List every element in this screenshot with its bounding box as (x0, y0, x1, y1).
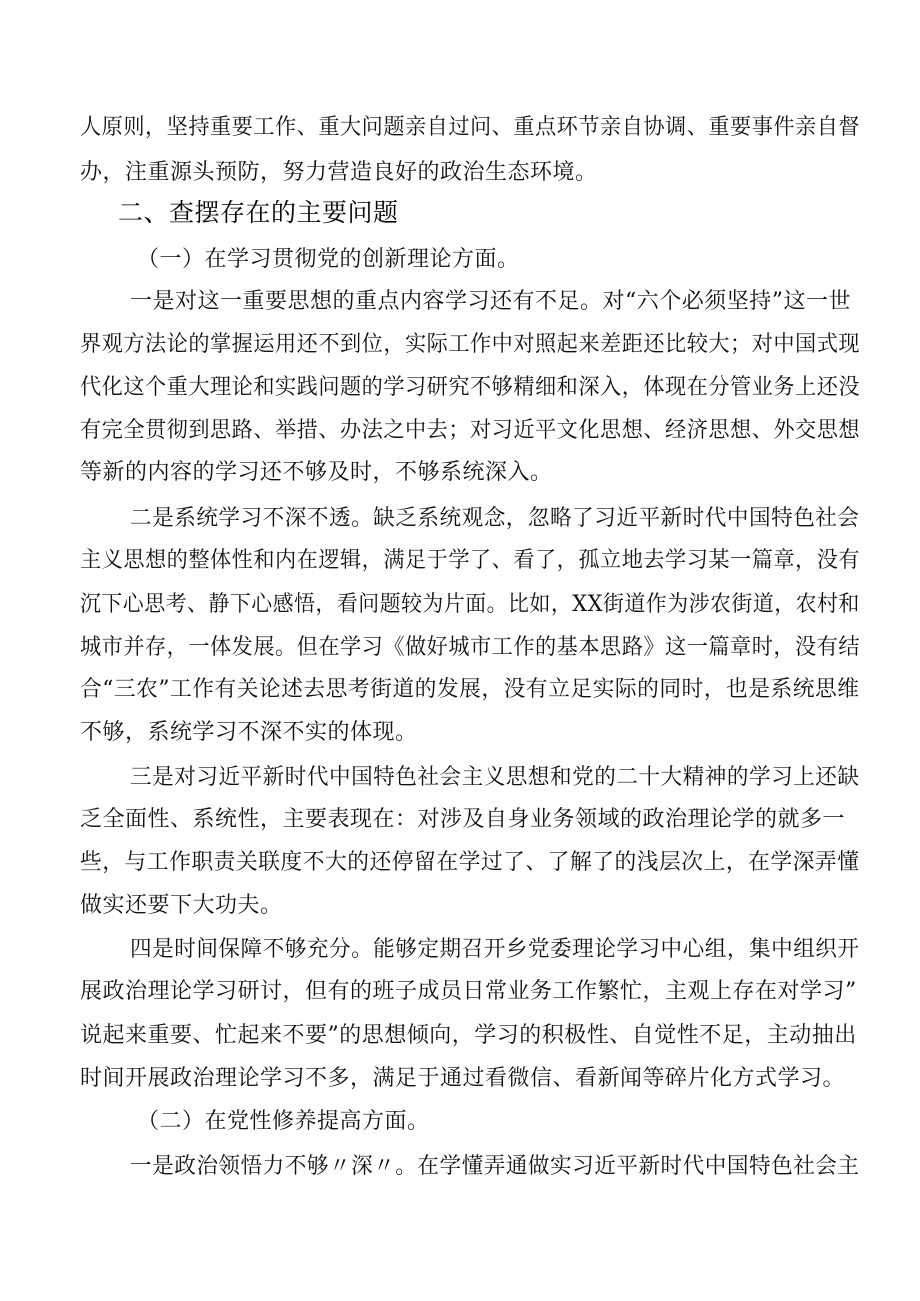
paragraph-line: 些，与工作职责关联度不大的还停留在学过了、了解了的浅层次上，在学深弄懂 (80, 850, 860, 875)
paragraph-line: 做实还要下大功夫。 (80, 893, 283, 918)
paragraph-line: 二是系统学习不深不透。缺乏系统观念，忽略了习近平新时代中国特色社会 (130, 506, 860, 531)
paragraph-line: 时间开展政治理论学习不多，满足于通过看微信、看新闻等碎片化方式学习。 (80, 1066, 846, 1091)
paragraph-line: 沉下心思考、静下心感悟，看问题较为片面。比如，XX街道作为涉农街道，农村和 (80, 592, 860, 617)
paragraph-line: 合“三农”工作有关论述去思考街道的发展，没有立足实际的同时，也是系统思维 (80, 677, 860, 702)
subsection-heading: （二）在党性修养提高方面。 (137, 1109, 430, 1134)
paragraph-line: 城市并存，一体发展。但在学习《做好城市工作的基本思路》这一篇章时，没有结 (80, 635, 861, 660)
paragraph-line: 一是政治领悟力不够〃深〃。在学懂弄通做实习近平新时代中国特色社会主 (130, 1154, 860, 1179)
paragraph-line: 等新的内容的学习还不够及时，不够系统深入。 (80, 460, 553, 485)
paragraph-line: 乏全面性、系统性，主要表现在：对涉及自身业务领域的政治理论学的就多一 (80, 807, 846, 832)
paragraph-line: 代化这个重大理论和实践问题的学习研究不够精细和深入，体现在分管业务上还没 (80, 375, 861, 400)
paragraph-line: 说起来重要、忙起来不要”的思想倾向，学习的积极性、自觉性不足，主动抽出 (80, 1023, 857, 1048)
paragraph-line: 有完全贯彻到思路、举措、办法之中去；对习近平文化思想、经济思想、外交思想 (80, 418, 861, 443)
intro-line: 办，注重源头预防，努力营造良好的政治生态环境。 (80, 160, 598, 185)
section-heading: 二、查摆存在的主要问题 (118, 198, 399, 227)
paragraph-line: 三是对习近平新时代中国特色社会主义思想和党的二十大精神的学习上还缺 (130, 765, 860, 790)
paragraph-line: 一是对这一重要思想的重点内容学习还有不足。对“六个必须坚持”这一世 (130, 289, 851, 314)
paragraph-line: 界观方法论的掌握运用还不到位，实际工作中对照起来差距还比较大；对中国式现 (80, 332, 861, 357)
paragraph-line: 四是时间保障不够充分。能够定期召开乡党委理论学习中心组，集中组织开 (130, 937, 860, 962)
intro-line: 人原则，坚持重要工作、重大问题亲自过问、重点环节亲自协调、重要事件亲自督 (80, 115, 861, 140)
paragraph-line: 不够，系统学习不深不实的体现。 (80, 720, 418, 745)
subsection-heading: （一）在学习贯彻党的创新理论方面。 (137, 247, 520, 272)
paragraph-line: 展政治理论学习研讨，但有的班子成员日常业务工作繁忙，主观上存在对学习” (80, 979, 857, 1004)
paragraph-line: 主义思想的整体性和内在逻辑，满足于学了、看了，孤立地去学习某一篇章，没有 (80, 548, 861, 573)
